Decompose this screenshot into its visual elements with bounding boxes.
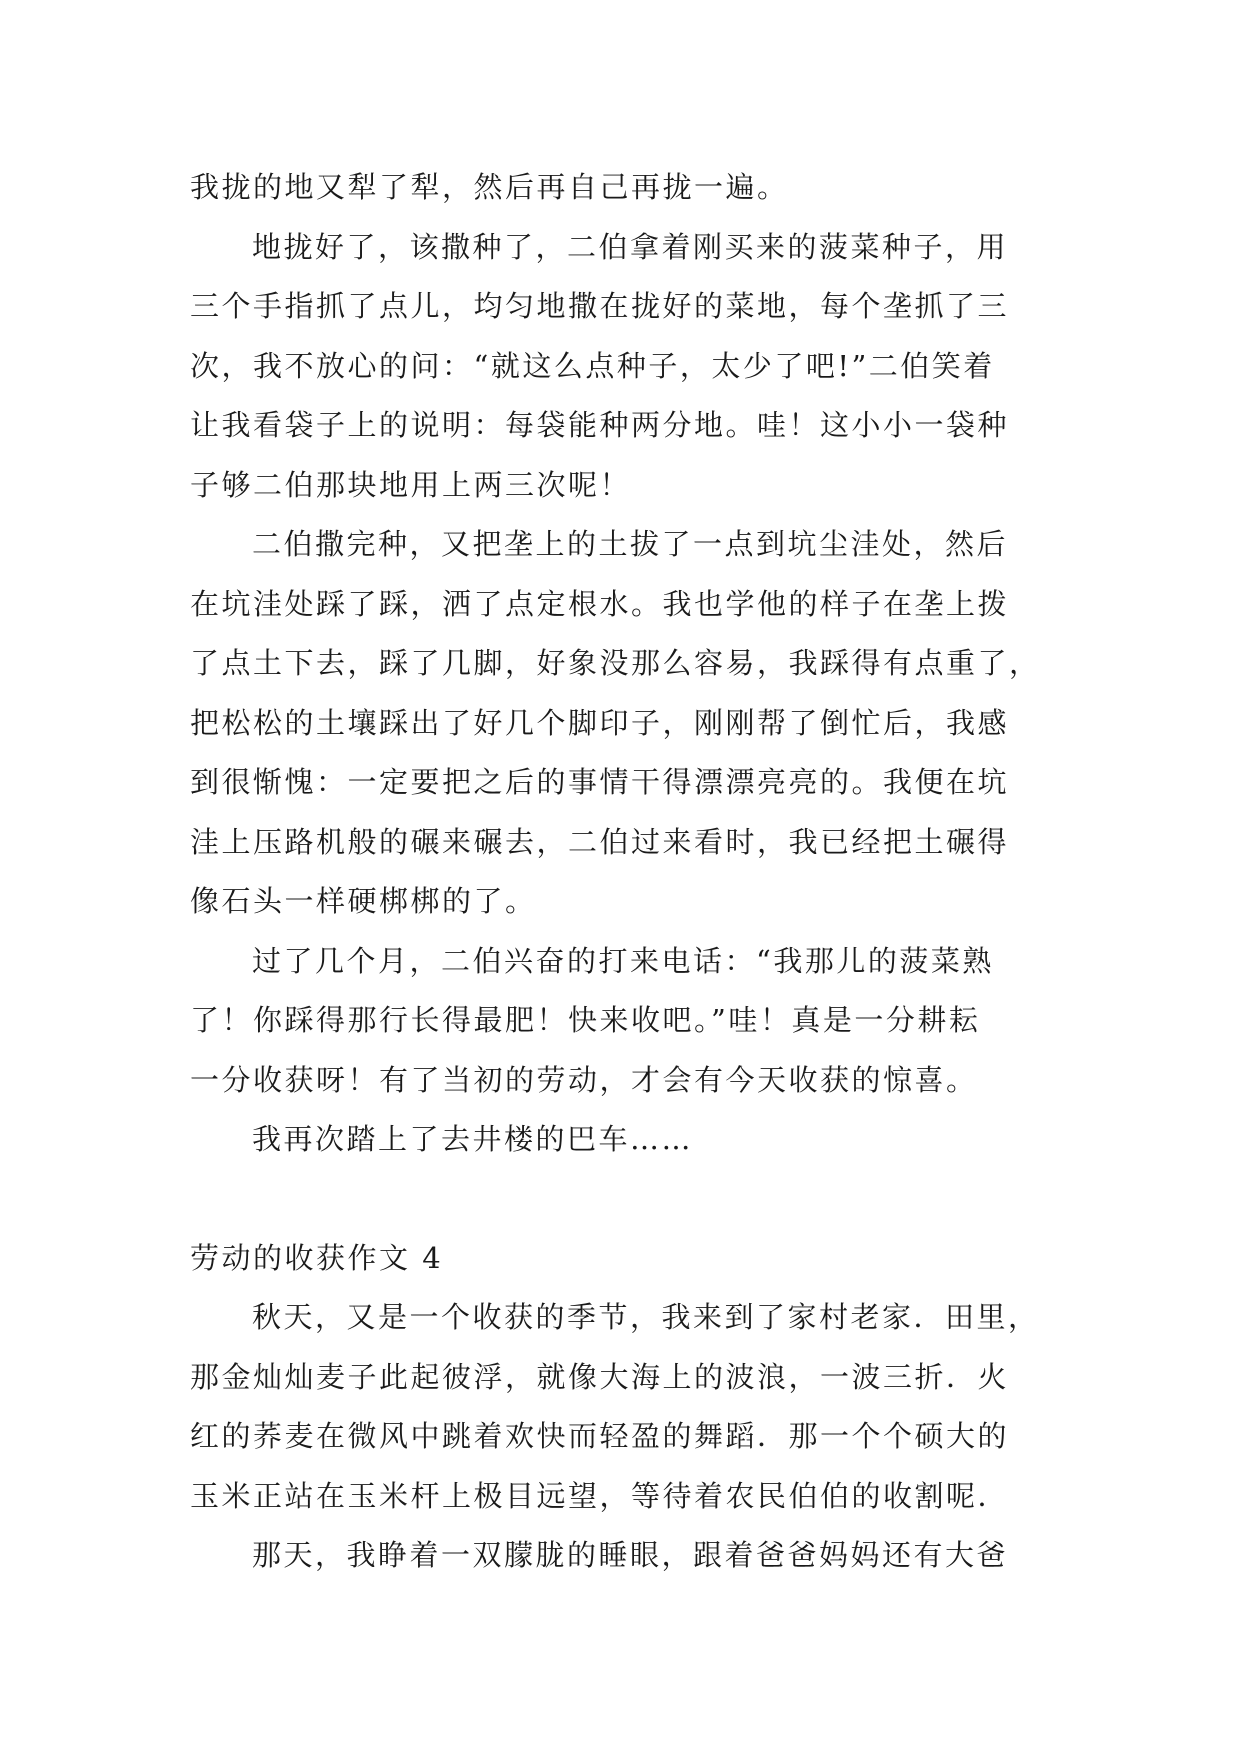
paragraph-start-line: 那天，我睁着一双朦胧的睡眼，跟着爸爸妈妈还有大爸 xyxy=(252,1538,1009,1572)
text-line: 把松松的土壤踩出了好几个脚印子，刚刚帮了倒忙后，我感 xyxy=(190,705,1010,740)
section-spacer xyxy=(190,1170,1060,1229)
text-line: 那金灿灿麦子此起彼浮，就像大海上的波浪，一波三折．火 xyxy=(190,1359,1010,1394)
paragraph-start-line: 过了几个月，二伯兴奋的打来电话：“我那儿的菠菜熟 xyxy=(252,943,994,978)
text-line: 我拢的地又犁了犁，然后再自己再拢一遍。 xyxy=(190,170,789,204)
paragraph-start-line: 二伯撒完种，又把垄上的土拔了一点到坑尘洼处，然后 xyxy=(252,527,1009,561)
text-line: 让我看袋子上的说明：每袋能种两分地。哇！这小小一袋种 xyxy=(190,408,1010,442)
text-line: 次，我不放心的问：“就这么点种子，太少了吧!”二伯笑着 xyxy=(190,348,995,383)
paragraph-start-line: 我再次踏上了去井楼的巴车…… xyxy=(252,1122,694,1156)
text-line: 在坑洼处踩了踩，洒了点定根水。我也学他的样子在垄上拨 xyxy=(190,586,1010,621)
text-line: 洼上压路机般的碾来碾去，二伯过来看时，我已经把土碾得 xyxy=(190,824,1010,859)
paragraph-start-line: 秋天，又是一个收获的季节，我来到了家村老家．田里， xyxy=(252,1300,1040,1334)
text-line: 玉米正站在玉米杆上极目远望，等待着农民伯伯的收割呢． xyxy=(190,1478,1010,1513)
text-line: 像石头一样硬梆梆的了。 xyxy=(190,884,537,918)
article-body xyxy=(190,158,1060,1586)
text-line: 子够二伯那块地用上两三次呢！ xyxy=(190,467,632,502)
section-heading: 劳动的收获作文 4 xyxy=(190,1240,444,1275)
text-line: 了点土下去，踩了几脚，好象没那么容易，我踩得有点重了， xyxy=(190,646,1041,680)
text-line: 到很惭愧：一定要把之后的事情干得漂漂亮亮的。我便在坑 xyxy=(190,765,1010,799)
text-line: 红的荞麦在微风中跳着欢快而轻盈的舞蹈．那一个个硕大的 xyxy=(190,1419,1010,1453)
paragraph-start-line: 地拢好了，该撒种了，二伯拿着刚买来的菠菜种子，用 xyxy=(252,229,1009,264)
text-line: 了！你踩得那行长得最肥！快来收吧。”哇！真是一分耕耘 xyxy=(190,1003,981,1037)
text-line: 一分收获呀！有了当初的劳动，才会有今天收获的惊喜。 xyxy=(190,1062,978,1097)
text-line: 三个手指抓了点儿，均匀地撒在拢好的菜地，每个垄抓了三 xyxy=(190,289,1010,323)
